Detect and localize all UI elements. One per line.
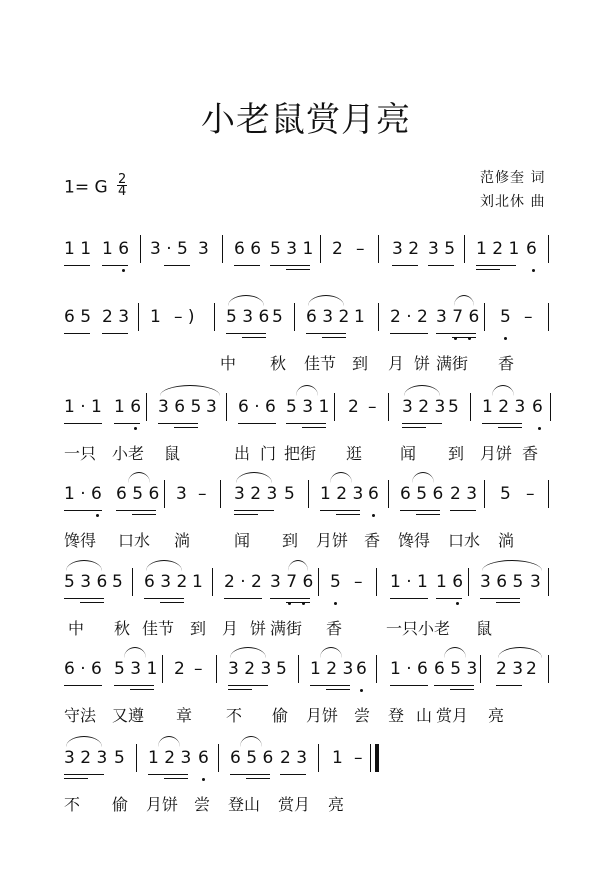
barline — [320, 235, 321, 263]
underline — [390, 333, 428, 334]
underline — [64, 333, 90, 334]
underline — [390, 598, 428, 599]
double-underline — [402, 427, 426, 428]
barline — [212, 568, 213, 596]
double-underline — [416, 514, 440, 515]
underline — [320, 510, 360, 511]
note-group: 3 2 3 — [234, 484, 278, 504]
double-underline — [450, 689, 474, 690]
barline — [214, 303, 215, 331]
note-group: 2 3 — [496, 659, 524, 679]
barline — [138, 303, 139, 331]
barline — [548, 303, 549, 331]
lyric: 馋得 — [398, 531, 431, 550]
barline — [378, 235, 379, 263]
barline — [136, 744, 137, 772]
lyric: 月 — [388, 354, 405, 373]
note-group: 2 3 — [280, 748, 308, 768]
lyric: 香 — [522, 444, 539, 463]
note-group: 1 2 3 — [310, 659, 354, 679]
double-underline — [242, 337, 266, 338]
note-group: 5 — [284, 484, 295, 504]
lyric: 到 — [190, 619, 207, 638]
underline — [392, 265, 418, 266]
underline — [280, 774, 306, 775]
barline — [484, 480, 485, 508]
note-group: 6 — [526, 239, 537, 259]
time-denominator: 4 — [118, 184, 127, 199]
barline — [334, 393, 335, 421]
note-group: – — [354, 572, 363, 592]
note-group: 6 · 6 — [64, 659, 102, 679]
lyric: 满街 — [270, 619, 303, 638]
barline — [226, 393, 227, 421]
underline — [428, 265, 454, 266]
lyric: 把街 — [284, 444, 317, 463]
barline — [548, 568, 549, 596]
note-group: – — [356, 239, 365, 259]
note-group: 5 — [272, 307, 283, 327]
lyric: 小老 — [418, 619, 451, 638]
barline — [548, 480, 549, 508]
note-group: 1 2 3 — [482, 397, 526, 417]
underline — [436, 598, 462, 599]
double-underline — [326, 689, 350, 690]
note-group: 3 6 5 — [158, 397, 202, 417]
lyric: 门 — [260, 444, 277, 463]
note-group: 3 · 5 — [150, 239, 188, 259]
note-group: 3 2 — [392, 239, 420, 259]
underline — [270, 598, 310, 599]
underline — [496, 685, 522, 686]
lyric: 闻 — [400, 444, 417, 463]
double-underline — [498, 427, 522, 428]
note-group: 5 3 6 — [226, 307, 270, 327]
barline — [218, 744, 219, 772]
note-group: 3 5 — [428, 239, 456, 259]
low-octave-dot — [468, 337, 471, 340]
double-underline — [234, 514, 258, 515]
barline — [222, 235, 223, 263]
barline — [378, 303, 379, 331]
lyric: 逛 — [346, 444, 363, 463]
lyric: 口水 — [448, 531, 481, 550]
note-group: 2 · 2 — [224, 572, 262, 592]
underline — [476, 265, 516, 266]
note-group: 6 — [356, 659, 367, 679]
note-group: – ) — [174, 307, 195, 327]
note-group: 2 — [348, 397, 359, 417]
lyric: 香 — [498, 354, 515, 373]
note-group: 1 6 — [436, 572, 464, 592]
lyric: 淌 — [174, 531, 191, 550]
underline — [64, 598, 104, 599]
note-group: 5 3 1 — [114, 659, 158, 679]
lyric: 登 — [388, 706, 405, 725]
lyric: 章 — [176, 706, 193, 725]
lyric: 小老 — [112, 444, 145, 463]
note-group: 6 3 2 — [306, 307, 350, 327]
note-group: – — [526, 484, 535, 504]
underline — [482, 423, 522, 424]
note-group: 3 2 3 — [228, 659, 272, 679]
lyric: 偷 — [112, 795, 129, 814]
note-group: 1 1 — [64, 239, 92, 259]
note-group: 3 — [198, 239, 209, 259]
double-underline — [246, 778, 270, 779]
low-octave-dot — [504, 337, 507, 340]
barline — [480, 655, 481, 683]
note-group: 6 — [198, 748, 209, 768]
note-group: 1 — [354, 307, 365, 327]
double-underline — [476, 269, 500, 270]
double-underline — [64, 778, 88, 779]
underline — [64, 774, 104, 775]
score-row-5 — [64, 572, 564, 652]
song-title: 小老鼠赏月亮 — [201, 100, 411, 140]
underline — [102, 265, 128, 266]
final-barline-thick — [375, 744, 379, 772]
low-octave-dot — [96, 514, 99, 517]
note-group: 1 6 — [114, 397, 142, 417]
underline — [158, 423, 198, 424]
note-group: 1 · 6 — [64, 484, 102, 504]
double-underline — [322, 337, 346, 338]
note-group: 1 · 1 — [390, 572, 428, 592]
underline — [270, 265, 310, 266]
note-group: 3 7 6 — [436, 307, 480, 327]
note-group: – — [354, 748, 363, 768]
note-group: – — [368, 397, 377, 417]
lyric: 到 — [352, 354, 369, 373]
note-group: 3 — [176, 484, 187, 504]
note-group: 2 — [174, 659, 185, 679]
note-group: 6 5 6 — [400, 484, 444, 504]
lyric: 不 — [226, 706, 243, 725]
low-octave-dot — [532, 269, 535, 272]
double-underline — [286, 269, 310, 270]
underline — [64, 685, 102, 686]
note-group: 1 2 3 — [320, 484, 364, 504]
score-row-3 — [64, 397, 564, 477]
double-underline — [132, 514, 156, 515]
lyric: 月饼 — [146, 795, 179, 814]
double-underline — [336, 514, 360, 515]
note-group: 2 — [332, 239, 343, 259]
barline — [220, 480, 221, 508]
lyric: 月饼 — [316, 531, 349, 550]
lyric: 佳节 — [142, 619, 175, 638]
underline — [402, 423, 442, 424]
lyric: 秋 — [114, 619, 131, 638]
underline — [224, 598, 262, 599]
note-group: 1 · 6 — [390, 659, 428, 679]
underline — [64, 510, 102, 511]
lyric: 秋 — [270, 354, 287, 373]
low-octave-dot — [288, 602, 291, 605]
double-underline — [174, 427, 198, 428]
underline — [114, 423, 140, 424]
low-octave-dot — [360, 689, 363, 692]
lyric: 香 — [364, 531, 381, 550]
low-octave-dot — [456, 602, 459, 605]
underline — [64, 265, 90, 266]
lyric: 偷 — [272, 706, 289, 725]
lyric: 月饼 — [306, 706, 339, 725]
lyric: 山 — [416, 706, 433, 725]
note-group: 5 — [112, 572, 123, 592]
underline — [226, 333, 266, 334]
note-group: 2 3 — [102, 307, 130, 327]
low-octave-dot — [302, 602, 305, 605]
underline — [234, 510, 274, 511]
underline — [116, 510, 156, 511]
note-group: 6 5 6 — [116, 484, 160, 504]
note-group: 6 — [532, 397, 543, 417]
note-group: 3 2 3 — [64, 748, 108, 768]
barline — [468, 568, 469, 596]
note-group: 6 5 6 — [230, 748, 274, 768]
lyric: 闻 — [234, 531, 251, 550]
lyricist-credit: 范修奎 词 — [480, 170, 546, 186]
low-octave-dot — [538, 427, 541, 430]
low-octave-dot — [334, 602, 337, 605]
low-octave-dot — [372, 514, 375, 517]
note-group: 5 — [276, 659, 287, 679]
note-group: 1 · 1 — [64, 397, 102, 417]
note-group: 1 — [150, 307, 161, 327]
key-signature — [64, 172, 127, 199]
lyric: 又遵 — [112, 706, 145, 725]
final-barline-thin — [370, 744, 371, 772]
lyric: 饼 — [414, 354, 431, 373]
note-group: 5 3 1 — [270, 239, 314, 259]
composer-credit: 刘北休 曲 — [480, 194, 546, 210]
note-group: 1 — [332, 748, 343, 768]
score-row-6 — [64, 659, 564, 739]
barline — [376, 655, 377, 683]
lyric: 亮 — [488, 706, 505, 725]
lyric: 中 — [68, 619, 85, 638]
note-group: 6 5 3 — [434, 659, 478, 679]
barline — [470, 393, 471, 421]
underline — [450, 510, 476, 511]
note-group: 6 · 6 — [238, 397, 276, 417]
low-octave-dot — [122, 269, 125, 272]
underline — [148, 774, 188, 775]
note-group: – — [194, 659, 203, 679]
double-underline — [130, 689, 154, 690]
underline — [238, 423, 276, 424]
score-row-4 — [64, 484, 564, 564]
low-octave-dot — [454, 337, 457, 340]
lyric: 月饼 — [480, 444, 513, 463]
underline — [230, 774, 270, 775]
note-group: 1 2 1 — [476, 239, 520, 259]
lyric: 尝 — [194, 795, 211, 814]
note-group: 3 — [206, 397, 217, 417]
note-group: 5 — [500, 307, 511, 327]
barline — [318, 744, 319, 772]
double-underline — [496, 602, 520, 603]
double-underline — [164, 778, 188, 779]
barline — [376, 568, 377, 596]
note-group: 1 — [192, 572, 203, 592]
lyric: 赏月 — [436, 706, 469, 725]
barline — [298, 655, 299, 683]
note-group: 6 — [368, 484, 379, 504]
note-group: 6 6 — [234, 239, 262, 259]
barline — [164, 480, 165, 508]
barline — [132, 568, 133, 596]
lyric: 中 — [220, 354, 237, 373]
double-underline — [228, 689, 252, 690]
low-octave-dot — [134, 427, 137, 430]
underline — [436, 333, 476, 334]
note-group: 6 5 — [64, 307, 92, 327]
barline — [308, 480, 309, 508]
underline — [64, 423, 102, 424]
note-group: 5 3 6 — [64, 572, 108, 592]
note-group: 1 2 3 — [148, 748, 192, 768]
double-underline — [160, 602, 184, 603]
underline — [144, 598, 184, 599]
note-group: 2 3 — [450, 484, 478, 504]
underline — [114, 685, 154, 686]
barline — [216, 655, 217, 683]
lyric: 佳节 — [304, 354, 337, 373]
double-underline — [80, 602, 104, 603]
lyric: 不 — [64, 795, 81, 814]
lyric: 到 — [282, 531, 299, 550]
note-group: 2 — [526, 659, 537, 679]
underline — [228, 685, 268, 686]
barline — [318, 568, 319, 596]
note-group: 3 2 3 — [402, 397, 446, 417]
lyric: 到 — [448, 444, 465, 463]
lyric: 出 — [234, 444, 251, 463]
note-group: – — [524, 307, 533, 327]
barline — [464, 235, 465, 263]
barline — [550, 393, 551, 421]
lyric: 满街 — [436, 354, 469, 373]
note-group: 5 — [114, 748, 125, 768]
barline — [548, 655, 549, 683]
note-group: 5 — [448, 397, 459, 417]
barline — [294, 303, 295, 331]
lyric: 亮 — [328, 795, 345, 814]
key-label: 1= G — [64, 177, 108, 198]
lyric: 饼 — [250, 619, 267, 638]
barline — [146, 393, 147, 421]
underline — [480, 598, 520, 599]
lyric: 口水 — [118, 531, 151, 550]
score-row-2 — [64, 307, 564, 387]
lyric: 一只 — [386, 619, 419, 638]
underline — [102, 333, 128, 334]
underline — [306, 333, 346, 334]
note-group: – — [198, 484, 207, 504]
note-group: 5 3 1 — [286, 397, 330, 417]
underline — [390, 685, 428, 686]
note-group: 5 — [500, 484, 511, 504]
note-group: 1 6 — [102, 239, 130, 259]
lyric: 鼠 — [476, 619, 493, 638]
barline — [140, 235, 141, 263]
note-group: 3 7 6 — [270, 572, 314, 592]
time-numerator: 2 — [118, 172, 127, 187]
barline — [548, 235, 549, 263]
underline — [286, 423, 326, 424]
barline — [388, 480, 389, 508]
note-group: 3 — [530, 572, 541, 592]
lyric: 馋得 — [64, 531, 97, 550]
note-group: 6 3 2 — [144, 572, 188, 592]
underline — [310, 685, 350, 686]
lyric: 守法 — [64, 706, 97, 725]
lyric: 鼠 — [164, 444, 181, 463]
barline — [388, 393, 389, 421]
low-octave-dot — [202, 778, 205, 781]
note-group: 3 6 5 — [480, 572, 524, 592]
note-group: 5 — [330, 572, 341, 592]
lyric: 香 — [326, 619, 343, 638]
note-group: 2 · 2 — [390, 307, 428, 327]
lyric: 月 — [222, 619, 239, 638]
score-row-7 — [64, 748, 564, 828]
double-underline — [302, 427, 326, 428]
underline — [164, 265, 190, 266]
lyric: 赏月 — [278, 795, 311, 814]
lyric: 登山 — [228, 795, 261, 814]
underline — [434, 685, 474, 686]
lyric: 淌 — [498, 531, 515, 550]
barline — [162, 655, 163, 683]
time-signature — [117, 174, 127, 197]
underline — [400, 510, 440, 511]
barline — [484, 303, 485, 331]
lyric: 尝 — [354, 706, 371, 725]
lyric: 一只 — [64, 444, 97, 463]
underline — [234, 265, 260, 266]
